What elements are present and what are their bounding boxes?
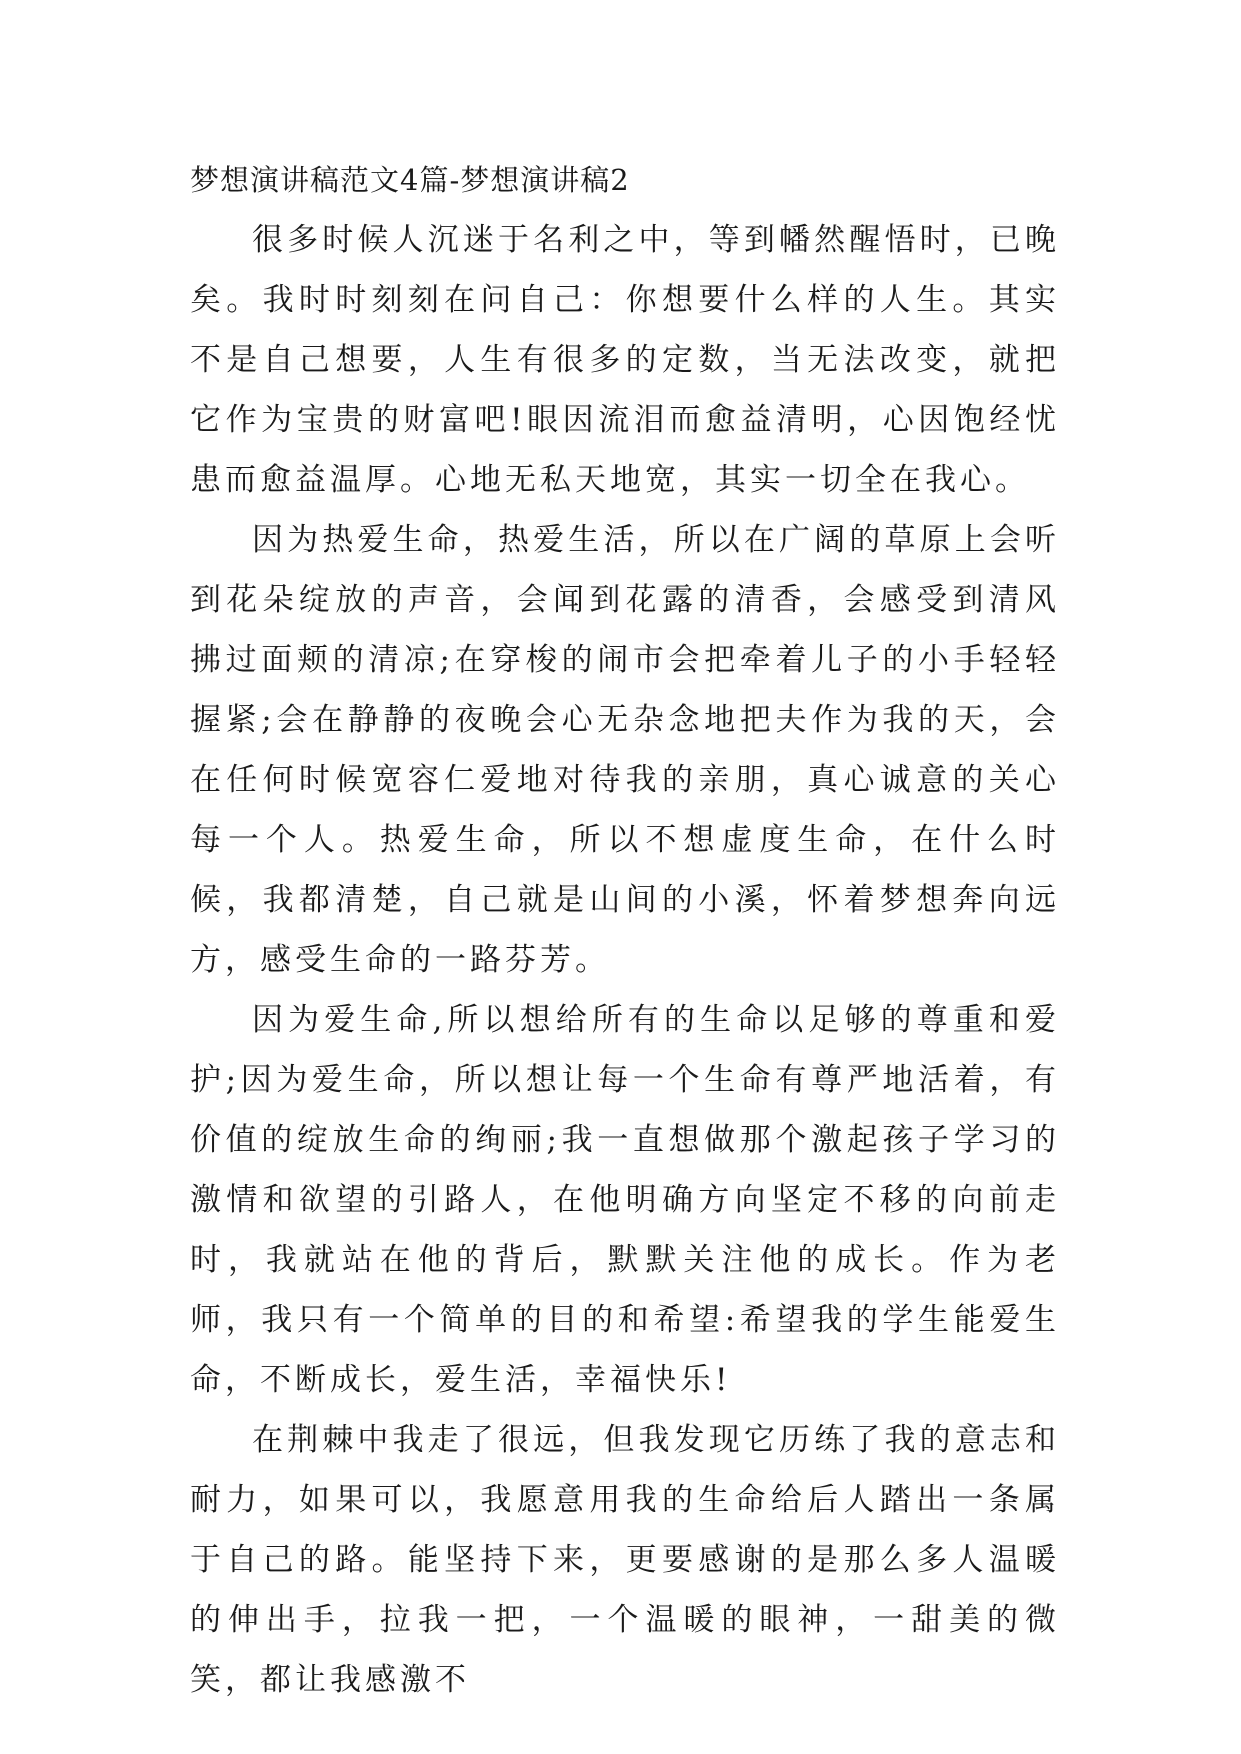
- document-body: [190, 160, 1060, 1710]
- document-title: 梦想演讲稿范文4篇-梦想演讲稿2: [190, 163, 630, 197]
- paragraph: 因为热爱生命，热爱生活，所以在广阔的草原上会听到花朵绽放的声音，会闻到花露的清香，会感受到清风拂过面颊的清凉;在穿梭的闹市会把牵着儿子的小手轻轻握紧;会在静静的夜晚会心无杂念地把夫作为我的天，会在任何时候宽容仁爱地对待我的亲朋，真心诚意的关心每一个人。热爱生命，所以不想虚度生命，在什么时候，我都清楚，自己就是山间的小溪，怀着梦想奔向远方，感受生命的一路芬芳。: [190, 522, 1060, 978]
- paragraph: 因为爱生命,所以想给所有的生命以足够的尊重和爱护;因为爱生命，所以想让每一个生命有尊严地活着，有价值的绽放生命的绚丽;我一直想做那个激起孩子学习的激情和欲望的引路人，在他明确方向坚定不移的向前走时，我就站在他的背后，默默关注他的成长。作为老师，我只有一个简单的目的和希望:希望我的学生能爱生命，不断成长，爱生活，幸福快乐!: [190, 1002, 1060, 1398]
- paragraph: 在荆棘中我走了很远，但我发现它历练了我的意志和耐力，如果可以，我愿意用我的生命给后人踏出一条属于自己的路。能坚持下来，更要感谢的是那么多人温暖的伸出手，拉我一把，一个温暖的眼神，一甜美的微笑，都让我感激不: [190, 1422, 1060, 1698]
- paragraph: 很多时候人沉迷于名利之中，等到幡然醒悟时，已晚矣。我时时刻刻在问自己：你想要什么样的人生。其实不是自己想要，人生有很多的定数，当无法改变，就把它作为宝贵的财富吧!眼因流泪而愈益清明，心因饱经忧患而愈益温厚。心地无私天地宽，其实一切全在我心。: [190, 222, 1060, 498]
